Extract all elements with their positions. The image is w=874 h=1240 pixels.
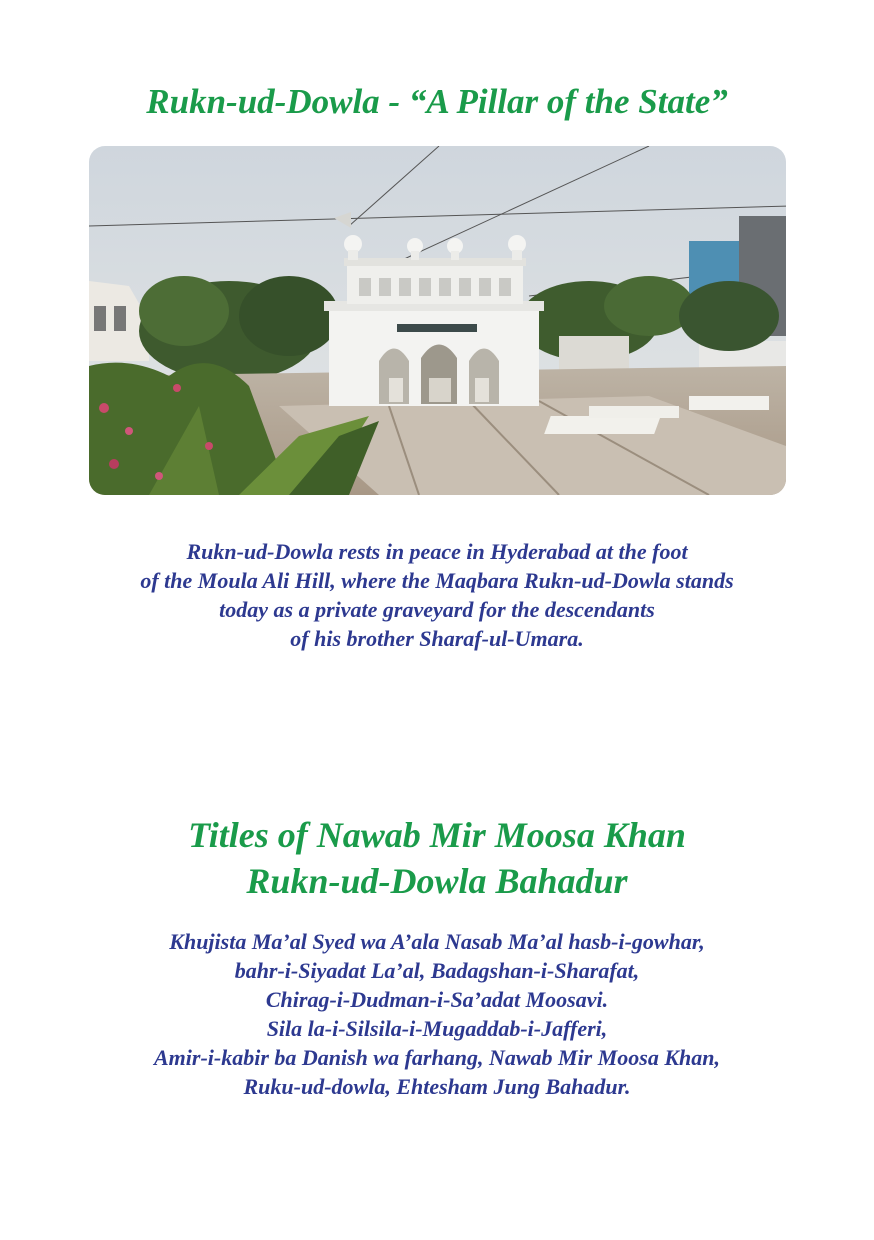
intro-paragraph — [0, 537, 874, 653]
titles-paragraph — [0, 927, 874, 1101]
intro-line: today as a private graveyard for the descendants — [219, 597, 655, 622]
intro-line: Rukn-ud-Dowla rests in peace in Hyderabad at the foot — [186, 539, 688, 564]
intro-line: of the Moula Ali Hill, where the Maqbara Rukn-ud-Dowla stands — [140, 568, 734, 593]
titles-heading-line: Rukn-ud-Dowla Bahadur — [246, 861, 628, 901]
titles-line: Amir-i-kabir ba Danish wa farhang, Nawab Mir Moosa Khan, — [153, 1045, 721, 1070]
titles-line: Ruku-ud-dowla, Ehtesham Jung Bahadur. — [243, 1074, 631, 1099]
titles-heading — [0, 812, 874, 904]
intro-line: of his brother Sharaf-ul-Umara. — [290, 626, 584, 651]
titles-line: Sila la-i-Silsila-i-Mugaddab-i-Jafferi, — [266, 1016, 608, 1041]
titles-line: bahr-i-Siyadat La’al, Badagshan-i-Sharafat, — [234, 958, 640, 983]
titles-line: Khujista Ma’al Syed wa A’ala Nasab Ma’al hasb-i-gowhar, — [169, 929, 705, 954]
page-title: Rukn-ud-Dowla - “A Pillar of the State” — [146, 82, 728, 121]
mausoleum-photo — [89, 146, 786, 495]
titles-line: Chirag-i-Dudman-i-Sa’adat Moosavi. — [265, 987, 609, 1012]
titles-heading-line: Titles of Nawab Mir Moosa Khan — [188, 815, 686, 855]
mausoleum-illustration — [89, 146, 786, 495]
